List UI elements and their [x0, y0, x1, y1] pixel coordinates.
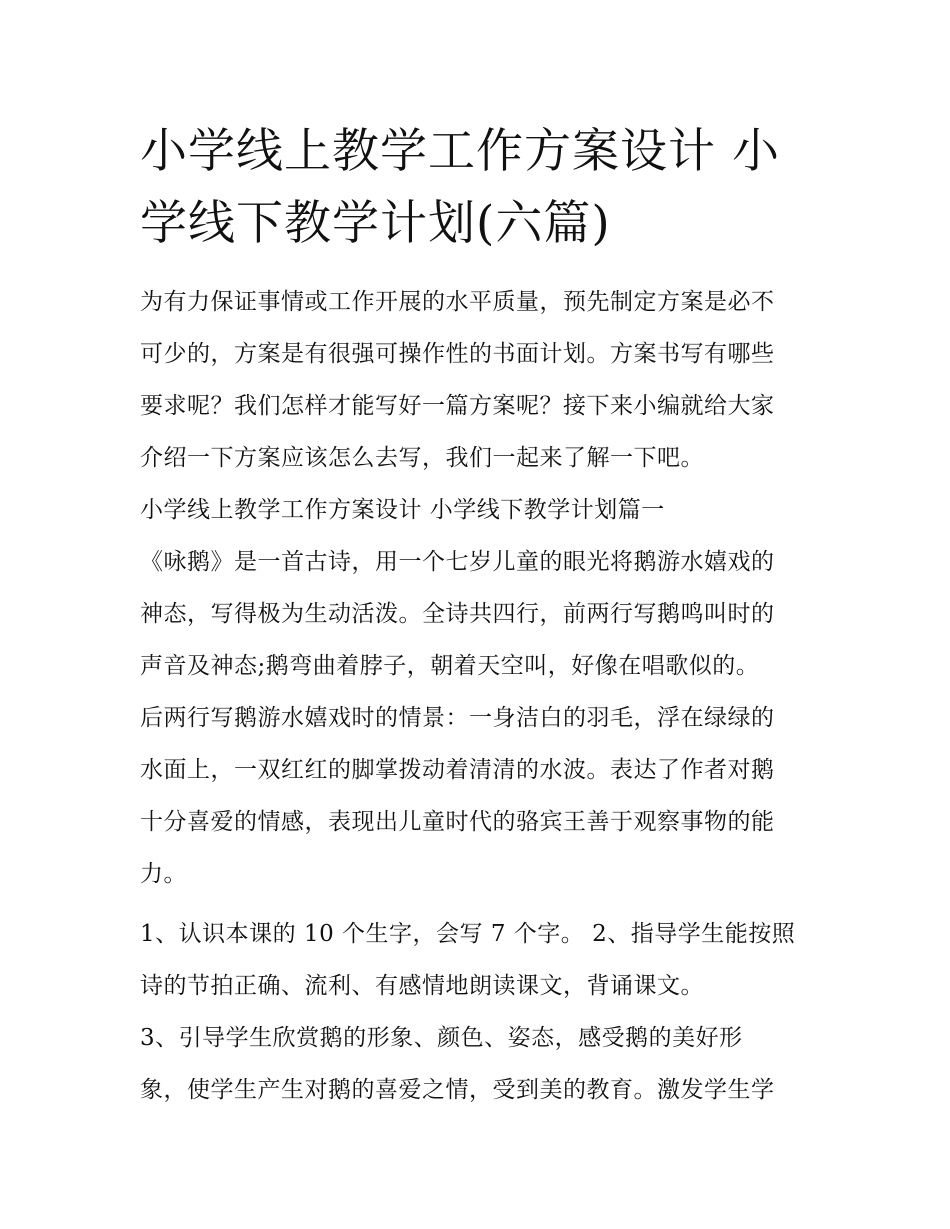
text-line: 声音及神态;鹅弯曲着脖子，朝着天空叫，好像在唱歌似的。 [140, 653, 760, 679]
text-line: 可少的，方案是有很强可操作性的书面计划。方案书写有哪些 [140, 341, 775, 367]
text-line: 水面上，一双红红的脚掌拨动着清清的水波。表达了作者对鹅 [140, 757, 775, 783]
text-line: 后两行写鹅游水嬉戏时的情景：一身洁白的羽毛，浮在绿绿的 [140, 705, 775, 731]
document-body [140, 276, 816, 1116]
title-line: 学线下教学计划(六篇) [140, 196, 611, 251]
text-line: 要求呢？我们怎样才能写好一篇方案呢？接下来小编就给大家 [140, 393, 775, 419]
intro-paragraph [140, 276, 816, 484]
text-line: 《咏鹅》是一首古诗，用一个七岁儿童的眼光将鹅游水嬉戏的 [140, 549, 775, 575]
section-heading [140, 484, 816, 536]
poem-paragraph [140, 536, 816, 900]
text-line: 象，使学生产生对鹅的喜爱之情，受到美的教育。激发学生学 [140, 1077, 775, 1103]
goals-paragraph-3 [140, 1012, 816, 1116]
text-line: 十分喜爱的情感，表现出儿童时代的骆宾王善于观察事物的能 [140, 809, 775, 835]
text-line: 为有力保证事情或工作开展的水平质量，预先制定方案是必不 [140, 289, 775, 315]
text-line: 1、认识本课的 10 个生字，会写 7 个字。 2、指导学生能按照 [140, 921, 796, 947]
text-line: 诗的节拍正确、流利、有感情地朗读课文，背诵课文。 [140, 973, 704, 999]
text-line: 介绍一下方案应该怎么去写，我们一起来了解一下吧。 [140, 445, 704, 471]
text-line: 力。 [140, 861, 187, 887]
text-line: 神态，写得极为生动活泼。全诗共四行，前两行写鹅鸣叫时的 [140, 601, 775, 627]
title-line: 小学线上教学工作方案设计 小 [140, 124, 780, 179]
text-line: 3、引导学生欣赏鹅的形象、颜色、姿态，感受鹅的美好形 [140, 1025, 743, 1051]
text-line: 小学线上教学工作方案设计 小学线下教学计划篇一 [140, 497, 665, 523]
goals-paragraph-1-2 [140, 908, 816, 1012]
document-title [140, 116, 820, 260]
